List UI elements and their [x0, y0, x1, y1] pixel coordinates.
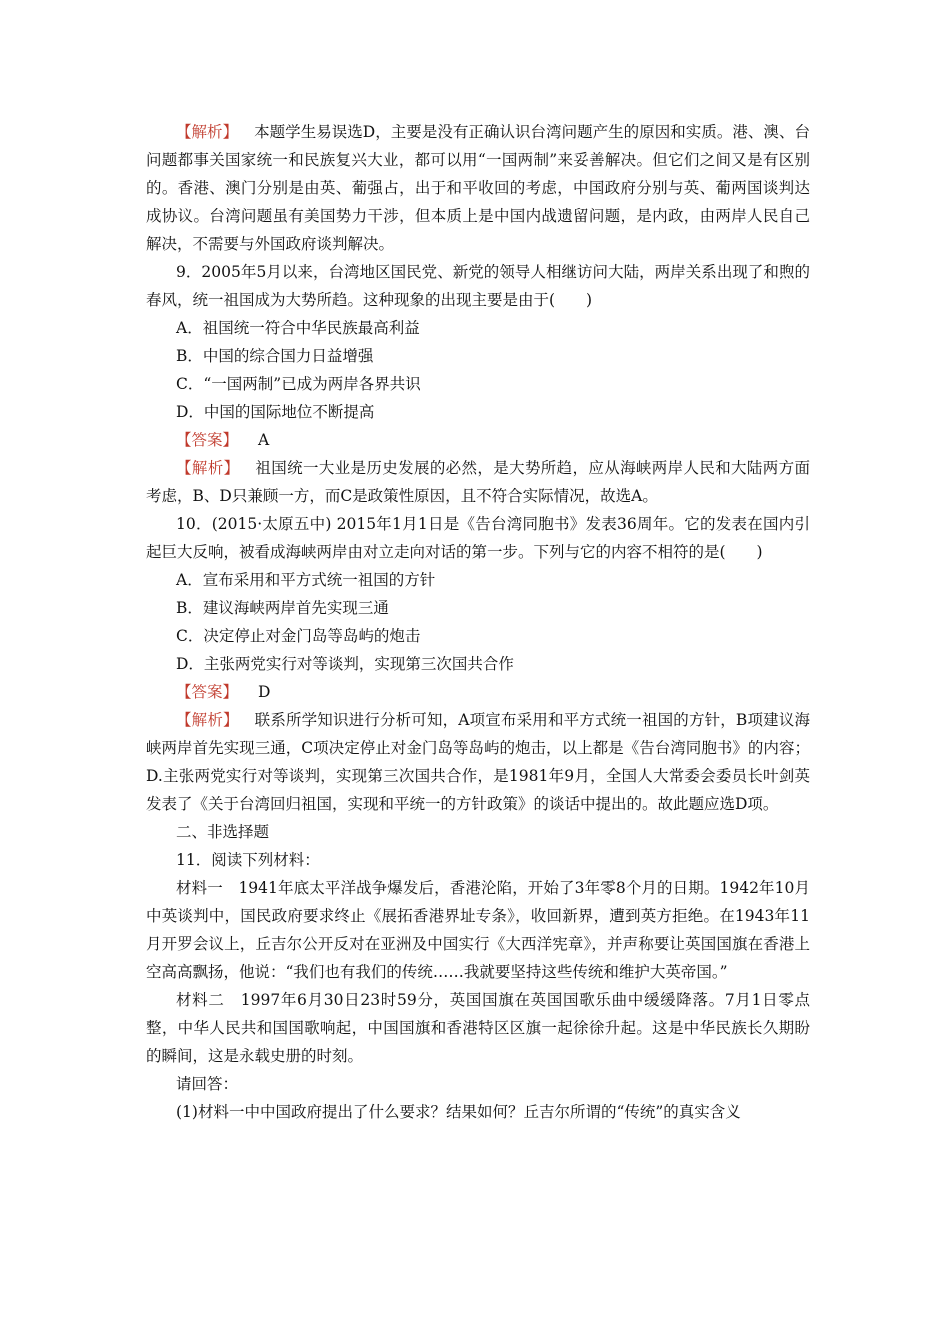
- q10-option-a: A．宣布采用和平方式统一祖国的方针: [176, 571, 436, 589]
- sub-question-1: (1)材料一中中国政府提出了什么要求？结果如何？丘吉尔所谓的“传统”的真实含义: [176, 1103, 741, 1121]
- q10-option-c: C．决定停止对金门岛等岛屿的炮击: [176, 627, 421, 645]
- q9-option-c: C．“一国两制”已成为两岸各界共识: [176, 375, 421, 393]
- document-page: [146, 118, 810, 1126]
- answer-value: D: [258, 683, 271, 701]
- q10-option-d: D．主张两党实行对等谈判，实现第三次国共合作: [176, 655, 514, 673]
- material-2: 材料二 1997年6月30日23时59分，英国国旗在英国国歌乐曲中缓缓降落。7月1日零点整，中华人民共和国国歌响起，中国国旗和香港特区区旗一起徐徐升起。这是中华民族长久期盼的瞬间，这是永载史册的时刻。: [146, 991, 810, 1065]
- analysis-text: 祖国统一大业是历史发展的必然，是大势所趋，应从海峡两岸人民和大陆两方面考虑，B、D只兼顾一方，而C是政策性原因，且不符合实际情况，故选A。: [146, 459, 810, 505]
- q9-answer: [146, 426, 810, 454]
- analysis-text: 本题学生易误选D，主要是没有正确认识台湾问题产生的原因和实质。港、澳、台问题都事关国家统一和民族复兴大业，都可以用“一国两制”来妥善解决。但它们之间又是有区别的。香港、澳门分别是由英、葡强占，出于和平收回的考虑，中国政府分别与英、葡两国谈判达成协议。台湾问题虽有美国势力干涉，但本质上是中国内战遗留问题，是内政，由两岸人民自己解决，不需要与外国政府谈判解决。: [146, 123, 810, 253]
- q10-analysis: [146, 706, 810, 818]
- q9-option-d: D．中国的国际地位不断提高: [176, 403, 375, 421]
- answer-value: A: [258, 431, 270, 449]
- answer-prompt: 请回答：: [176, 1075, 239, 1093]
- analysis-paragraph: [146, 118, 810, 258]
- q9-analysis: [146, 454, 810, 510]
- question-11-stem: 11．阅读下列材料：: [176, 851, 320, 869]
- q9-option-a: A．祖国统一符合中华民族最高利益: [176, 319, 420, 337]
- q9-option-b: B．中国的综合国力日益增强: [176, 347, 374, 365]
- answer-tag: 【答案】: [176, 683, 239, 701]
- answer-tag: 【答案】: [176, 431, 239, 449]
- analysis-tag: 【解析】: [176, 123, 239, 141]
- section-heading: 二、非选择题: [176, 823, 270, 841]
- analysis-tag: 【解析】: [176, 459, 240, 477]
- analysis-text: 联系所学知识进行分析可知，A项宣布采用和平方式统一祖国的方针，B项建议海峡两岸首先实现三通，C项决定停止对金门岛等岛屿的炮击，以上都是《告台湾同胞书》的内容；D.主张两党实行对等谈判，实现第三次国共合作，是1981年9月，全国人大常委会委员长叶剑英发表了《关于台湾回归祖国，实现和平统一的方针政策》的谈话中提出的。故此题应选D项。: [146, 711, 810, 813]
- q10-answer: [146, 678, 810, 706]
- analysis-tag: 【解析】: [176, 711, 239, 729]
- question-9-stem: 9．2005年5月以来，台湾地区国民党、新党的领导人相继访问大陆，两岸关系出现了和煦的春风，统一祖国成为大势所趋。这种现象的出现主要是由于( ): [146, 263, 810, 309]
- material-1: 材料一 1941年底太平洋战争爆发后，香港沦陷，开始了3年零8个月的日期。1942年10月中英谈判中，国民政府要求终止《展拓香港界址专条》，收回新界，遭到英方拒绝。在1943年11月开罗会议上，丘吉尔公开反对在亚洲及中国实行《大西洋宪章》，并声称要让英国国旗在香港上空高高飘扬，他说：“我们也有我们的传统……我就要坚持这些传统和维护大英帝国。”: [146, 879, 810, 981]
- question-10-stem: 10．(2015·太原五中) 2015年1月1日是《告台湾同胞书》发表36周年。它的发表在国内引起巨大反响，被看成海峡两岸由对立走向对话的第一步。下列与它的内容不相符的是( ): [146, 515, 810, 561]
- q10-option-b: B．建议海峡两岸首先实现三通: [176, 599, 389, 617]
